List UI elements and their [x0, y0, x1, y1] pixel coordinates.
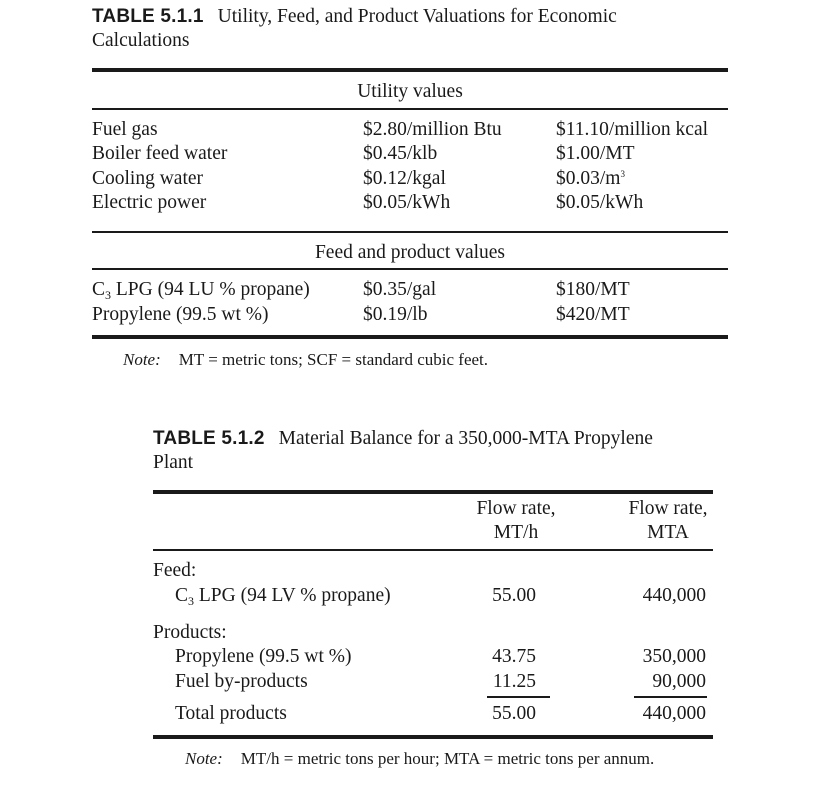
cell-metric-value: $180/MT	[556, 279, 630, 300]
chem-symbol: C	[175, 585, 189, 606]
cell-metric-value: $420/MT	[556, 304, 630, 325]
cell-us-value: $0.19/lb	[363, 304, 428, 325]
cell-mta: 90,000	[652, 671, 706, 692]
cell-metric-value: $0.05/kWh	[556, 192, 644, 213]
header-line: MT/h	[493, 522, 539, 543]
section-rule	[92, 108, 728, 110]
note-label: Note:	[123, 350, 161, 369]
note-text: MT = metric tons; SCF = standard cubic feet.	[178, 350, 489, 369]
row-label	[92, 278, 310, 302]
table-title: Utility, Feed, and Product Valuations for Economic	[217, 6, 617, 27]
cell-us-value: $2.80/million Btu	[363, 119, 502, 140]
column-header-mta	[608, 497, 728, 545]
cell-us-value: $0.45/klb	[363, 143, 438, 164]
row-label: Propylene (99.5 wt %)	[175, 646, 352, 667]
table-title: Material Balance for a 350,000-MTA Propylene	[278, 428, 653, 449]
cell-metric-value: $1.00/MT	[556, 143, 635, 164]
group-heading-products: Products:	[153, 622, 227, 643]
subscript: 3	[105, 288, 112, 302]
total-mta: 440,000	[642, 703, 706, 724]
top-rule	[92, 68, 728, 72]
cell-mta: 440,000	[642, 585, 706, 606]
table-note	[185, 748, 654, 770]
superscript: 3	[620, 169, 625, 179]
table-title-continued: Plant	[153, 452, 194, 473]
subtotal-rule-mta	[634, 696, 707, 698]
label-text: LPG (94 LV % propane)	[194, 585, 391, 606]
cell-mth: 55.00	[492, 585, 536, 606]
table-note	[123, 349, 488, 371]
cell-metric-value	[556, 167, 625, 191]
section-heading-feed: Feed and product values	[314, 242, 506, 263]
subscript: 3	[188, 594, 195, 608]
total-mth: 55.00	[492, 703, 536, 724]
column-header-mth	[456, 497, 576, 545]
header-line: MTA	[647, 522, 689, 543]
bottom-rule	[92, 335, 728, 339]
table-caption	[153, 427, 653, 451]
row-label: Cooling water	[92, 168, 204, 189]
cell-us-value: $0.05/kWh	[363, 192, 451, 213]
row-label	[175, 584, 391, 608]
row-label: Propylene (99.5 wt %)	[92, 304, 269, 325]
row-label: Electric power	[92, 192, 207, 213]
top-rule	[153, 490, 713, 494]
section-rule	[92, 231, 728, 233]
cell-us-value: $0.12/kgal	[363, 168, 446, 189]
note-label: Note:	[185, 749, 223, 768]
group-heading-feed: Feed:	[153, 560, 197, 581]
cell-mth: 11.25	[492, 671, 536, 692]
cell-metric-value: $11.10/million kcal	[556, 119, 709, 140]
note-text: MT/h = metric tons per hour; MTA = metric tons per annum.	[240, 749, 655, 768]
section-rule	[92, 268, 728, 270]
header-rule	[153, 549, 713, 551]
table-caption	[92, 5, 617, 29]
table-label: TABLE 5.1.2	[153, 428, 265, 449]
row-label: Boiler feed water	[92, 143, 228, 164]
header-line: Flow rate,	[628, 498, 708, 519]
header-line: Flow rate,	[476, 498, 556, 519]
cell-mth: 43.75	[492, 646, 536, 667]
table-label: TABLE 5.1.1	[92, 6, 204, 27]
section-heading-utility: Utility values	[357, 81, 463, 102]
row-label: Fuel by-products	[175, 671, 308, 692]
subtotal-rule-mth	[487, 696, 550, 698]
total-row-label: Total products	[175, 703, 287, 724]
cell-mta: 350,000	[642, 646, 706, 667]
chem-symbol: C	[92, 279, 106, 300]
table-title-continued: Calculations	[92, 30, 190, 51]
metric-text: $0.03/m	[556, 168, 621, 189]
row-label: Fuel gas	[92, 119, 158, 140]
cell-us-value: $0.35/gal	[363, 279, 437, 300]
bottom-rule	[153, 735, 713, 739]
label-text: LPG (94 LU % propane)	[111, 279, 310, 300]
